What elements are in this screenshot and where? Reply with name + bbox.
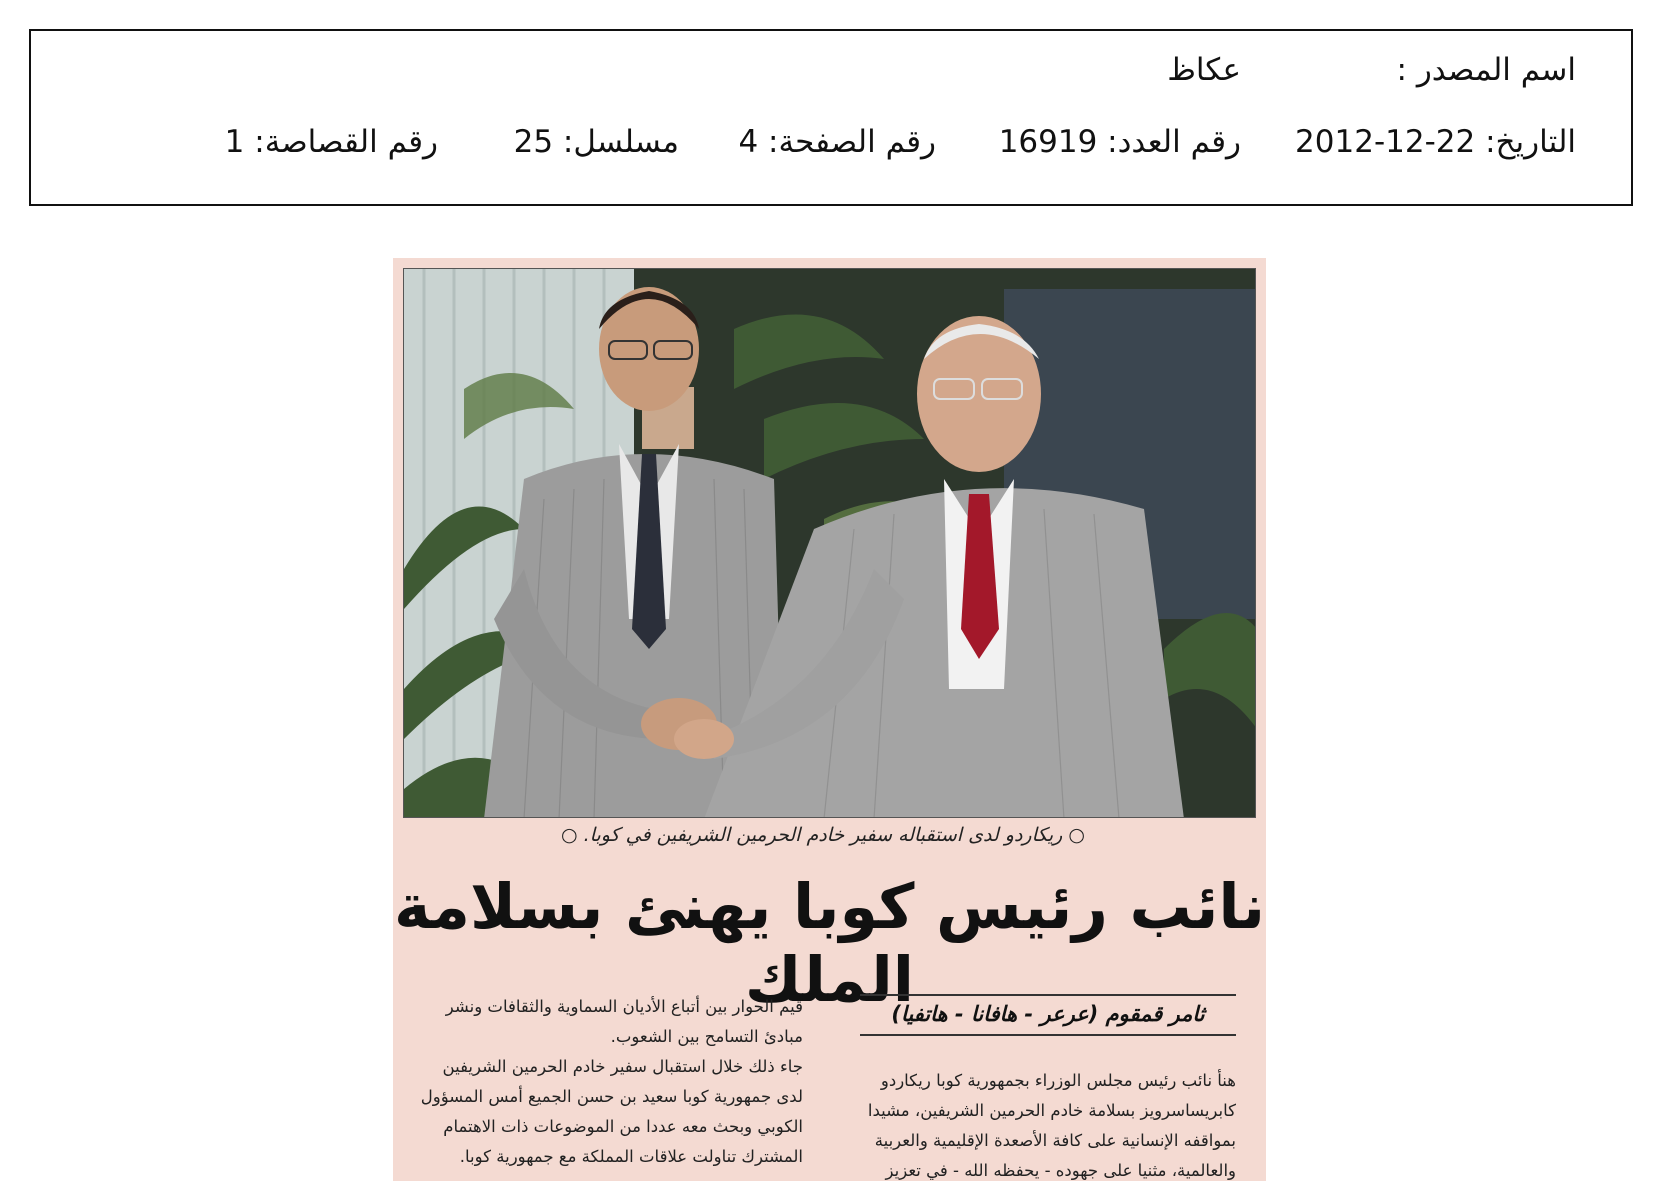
article-column-right xyxy=(860,1066,1236,1186)
source-info-box xyxy=(29,29,1633,206)
article-photo xyxy=(403,268,1256,818)
article-byline: ثامر قمقوم (عرعر - هافانا - هاتفيا) xyxy=(860,994,1236,1036)
clip-number-field: رقم القصاصة: 1 xyxy=(224,124,438,160)
newspaper-clipping xyxy=(393,258,1266,1181)
text-line: جاء ذلك خلال استقبال سفير خادم الحرمين الشريفين xyxy=(442,1057,803,1076)
text-line: لدى جمهورية كوبا سعيد بن حسن الجميع أمس المسؤول xyxy=(420,1087,803,1106)
page-number-field: رقم الصفحة: 4 xyxy=(738,124,936,160)
photo-caption: ○ ريكاردو لدى استقباله سفير خادم الحرمين الشريفين في كوبا. ○ xyxy=(561,824,1085,846)
issue-number-field: رقم العدد: 16919 xyxy=(998,124,1241,160)
article-column-left xyxy=(403,992,803,1172)
date-field: التاريخ: 22-12-2012 xyxy=(1295,124,1576,160)
text-line: مبادئ التسامح بين الشعوب. xyxy=(610,1027,803,1046)
text-line: المشترك تناولت علاقات المملكة مع جمهورية كوبا. xyxy=(459,1147,803,1166)
source-label: اسم المصدر : xyxy=(1396,52,1576,88)
text-line: الكوبي وبحث معه عددا من الموضوعات ذات الاهتمام xyxy=(443,1117,803,1136)
text-line: بمواقفه الإنسانية على كافة الأصعدة الإقليمية والعربية xyxy=(874,1131,1236,1150)
text-line: والعالمية، مثنيا على جهوده - يحفظه الله - في تعزيز xyxy=(885,1161,1236,1180)
text-line: قيم الحوار بين أتباع الأديان السماوية والثقافات ونشر xyxy=(445,997,803,1016)
handshake-photo-illustration xyxy=(404,269,1256,818)
text-line: كابريساسرويز بسلامة خادم الحرمين الشريفين، مشيدا xyxy=(867,1101,1236,1120)
serial-field: مسلسل: 25 xyxy=(513,124,679,160)
article-headline: نائب رئيس كوبا يهنئ بسلامة الملك xyxy=(394,870,1265,1016)
text-line: هنأ نائب رئيس مجلس الوزراء بجمهورية كوبا ريكاردو xyxy=(880,1071,1236,1090)
source-value: عكاظ xyxy=(1167,52,1241,88)
